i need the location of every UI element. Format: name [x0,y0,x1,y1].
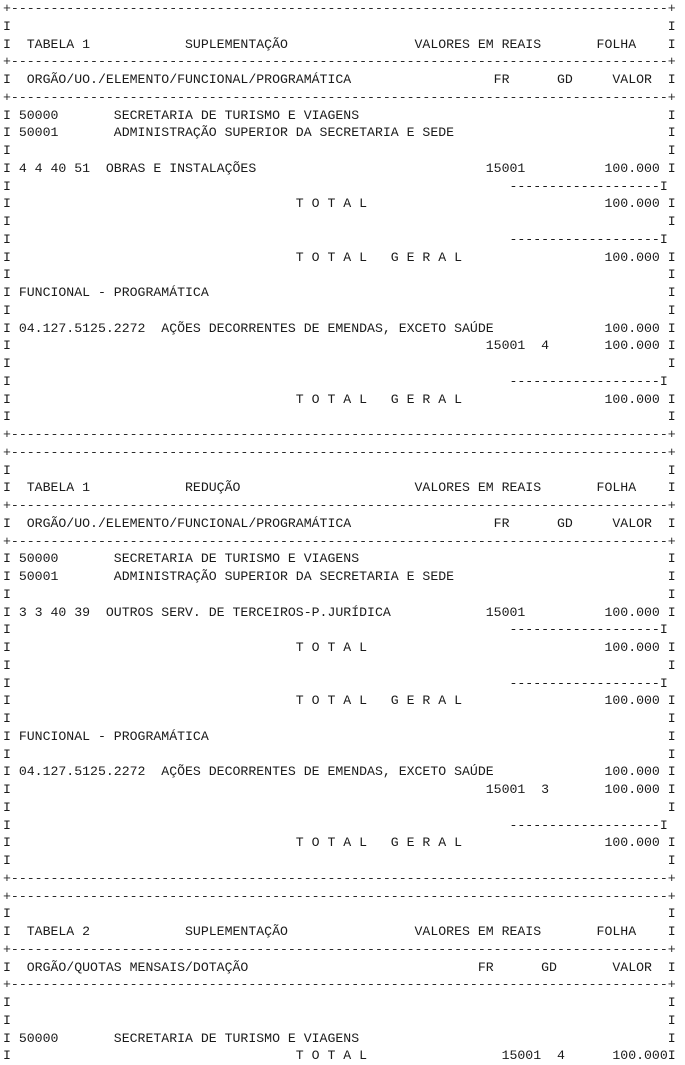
report-line: I ORGÃO/UO./ELEMENTO/FUNCIONAL/PROGRAMÁTICA FR GD VALOR I [3,72,676,87]
table-border-line: +-----------------------------------------------------------------------------------+ [3,89,676,105]
report-line: I ORGÃO/QUOTAS MENSAIS/DOTAÇÃO FR GD VALOR I [3,959,676,975]
table-border-line: +-----------------------------------------------------------------------------------+ [3,888,676,904]
table-border-line: +-----------------------------------------------------------------------------------+ [3,870,676,886]
report-line: I 15001 4 100.000 I [3,338,676,354]
report-line: I T O T A L 15001 4 100.000I [3,1048,676,1064]
budget-report-document [3,0,676,1065]
report-line: I I [3,657,676,673]
report-line: I FUNCIONAL - PROGRAMÁTICA I [3,728,676,744]
report-line: I I [3,462,676,478]
report-line: I I [3,267,676,283]
report-line: I TABELA 2 SUPLEMENTAÇÃO VALORES EM REAIS FOLHA I [3,924,676,939]
report-line: I I [3,586,676,602]
table-border-line: +-----------------------------------------------------------------------------------+ [3,977,676,993]
report-line: I -------------------I [3,622,668,638]
report-line: I 50000 SECRETARIA DE TURISMO E VIAGENS I [3,107,676,123]
report-line: I T O T A L G E R A L 100.000 I [3,835,676,851]
report-line: I I [3,853,676,868]
report-line: I I [3,906,676,922]
report-line: I I [3,995,676,1010]
report-line: I TABELA 1 REDUÇÃO VALORES EM REAIS FOLHA I [3,480,676,496]
report-line: I -------------------I [3,373,668,389]
report-line: I I [3,711,676,726]
report-line: I I [3,214,676,229]
report-line: I I [3,143,676,158]
report-line: I I [3,746,676,762]
report-line: I I [3,18,676,34]
report-line: I 04.127.5125.2272 AÇÕES DECORRENTES DE EMENDAS, EXCETO SAÚDE 100.000 I [3,320,676,336]
report-line: I -------------------I [3,817,668,833]
table-border-line: +-----------------------------------------------------------------------------------+ [3,444,676,460]
table-border-line: +-----------------------------------------------------------------------------------+ [3,427,676,442]
report-line: I I [3,1012,676,1028]
report-line: I T O T A L G E R A L 100.000 I [3,249,676,265]
report-line: I I [3,799,676,815]
report-line: I I [3,409,676,425]
table-border-line: +-----------------------------------------------------------------------------------+ [3,54,676,70]
table-border-line: +-----------------------------------------------------------------------------------+ [3,498,676,513]
table-border-line: +-----------------------------------------------------------------------------------+ [3,533,676,549]
report-line: I -------------------I [3,231,668,247]
report-line: I 50000 SECRETARIA DE TURISMO E VIAGENS I [3,551,676,567]
report-line: I 3 3 40 39 OUTROS SERV. DE TERCEIROS-P.JURÍDICA 15001 100.000 I [3,604,676,620]
table-border-line: +-----------------------------------------------------------------------------------+ [3,941,676,957]
report-line: I ORGÃO/UO./ELEMENTO/FUNCIONAL/PROGRAMÁTICA FR GD VALOR I [3,515,676,531]
report-line: I 50000 SECRETARIA DE TURISMO E VIAGENS I [3,1030,676,1046]
report-line: I T O T A L 100.000 I [3,640,676,655]
report-line: I T O T A L 100.000 I [3,196,676,212]
report-line: I T O T A L G E R A L 100.000 I [3,391,676,407]
report-line: I T O T A L G E R A L 100.000 I [3,693,676,709]
report-line: I -------------------I [3,178,668,194]
report-line: I 50001 ADMINISTRAÇÃO SUPERIOR DA SECRETARIA E SEDE I [3,125,676,141]
table-border-line: +-----------------------------------------------------------------------------------+ [3,1,676,16]
report-line: I -------------------I [3,675,668,691]
report-line: I 50001 ADMINISTRAÇÃO SUPERIOR DA SECRETARIA E SEDE I [3,569,676,584]
report-line: I 4 4 40 51 OBRAS E INSTALAÇÕES 15001 100.000 I [3,160,676,176]
report-line: I TABELA 1 SUPLEMENTAÇÃO VALORES EM REAIS FOLHA I [3,36,676,52]
report-line: I 15001 3 100.000 I [3,782,676,797]
report-line: I 04.127.5125.2272 AÇÕES DECORRENTES DE EMENDAS, EXCETO SAÚDE 100.000 I [3,764,676,780]
report-line: I I [3,302,676,318]
report-line: I FUNCIONAL - PROGRAMÁTICA I [3,285,676,300]
report-line: I I [3,356,676,371]
